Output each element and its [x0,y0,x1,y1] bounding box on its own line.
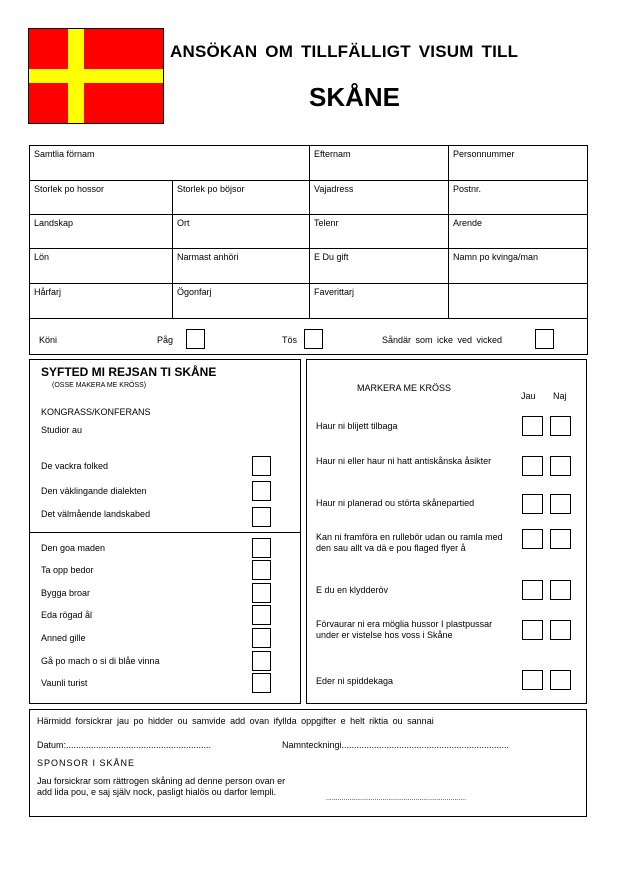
question-text: Eder ni spiddekaga [316,676,394,686]
purpose-option-checkbox[interactable] [252,628,271,648]
question-yes-checkbox[interactable] [522,670,543,690]
purpose-note: (OSSE MAKERA ME KRÖSS) [52,382,147,389]
purpose-option-label: Bygga broar [41,588,91,598]
sponsor-heading: SPONSOR I SKÅNE [37,758,136,768]
field-label: Telenr [314,218,339,228]
question-text: E du en klydderöv [316,585,389,595]
field-shoe-size[interactable] [30,181,173,215]
purpose-option-checkbox[interactable] [252,507,271,527]
declaration-panel [29,709,587,817]
field-town[interactable] [173,215,310,249]
field-spouse-name[interactable] [449,249,587,284]
purpose-option-checkbox[interactable] [252,673,271,693]
field-first-names[interactable] [30,146,310,181]
purpose-option-checkbox[interactable] [252,481,271,501]
purpose-option-checkbox[interactable] [252,456,271,476]
field-label: Arende [453,218,483,228]
question-yes-checkbox[interactable] [522,416,543,436]
question-yes-checkbox[interactable] [522,620,543,640]
field-empty[interactable] [449,284,587,319]
purpose-option-label: Den goa maden [41,543,106,553]
skane-flag [28,28,164,124]
question-text: Kan ni framföra en rullebör udan ou ramla med den sau allt va dä e pou flaged flyer å [316,532,503,553]
field-label: Faverittarj [314,287,355,297]
field-label: Storlek po böjsor [177,184,245,194]
question-text: Haur ni blijett tilbaga [316,421,398,431]
field-province[interactable] [30,215,173,249]
question-yes-checkbox[interactable] [522,580,543,600]
purpose-option-label: Gå po mach o si di blåe vinna [41,656,160,666]
sponsor-text: Jau forsickrar som rättrogen skåning ad denne person ovan er add lida pou, e saj själv nock, pasligt hialös ou darfor lempli. [37,776,286,797]
purpose-option-label: Eda rögad ål [41,610,93,620]
questions-heading: MARKERA ME KRÖSS [357,383,452,393]
question-no-checkbox[interactable] [550,416,571,436]
gender-option-boy-label: Påg [157,335,174,345]
questions-panel [306,359,587,704]
purpose-option-label: Vaunli turist [41,678,88,688]
date-field[interactable]: Datum:.......................................................... [37,740,212,750]
field-favourite-color[interactable] [310,284,449,319]
form-subtitle: SKÅNE [309,82,401,112]
gender-label: Köni [39,335,58,345]
question-yes-checkbox[interactable] [522,456,543,476]
field-last-name[interactable] [310,146,449,181]
purpose-category: KONGRASS/KONFERANS [41,407,151,417]
question-no-checkbox[interactable] [550,529,571,549]
purpose-option-label: De vackra folked [41,461,109,471]
field-trouser-size[interactable] [173,181,310,215]
field-label: Ögonfarj [177,287,212,297]
purpose-option-checkbox[interactable] [252,651,271,671]
field-label: Namn po kvinga/man [453,252,539,262]
field-label: Lön [34,252,50,262]
field-label: Landskap [34,218,74,228]
gender-boy-checkbox[interactable] [186,329,205,349]
purpose-option-label: Ta opp bedor [41,565,94,575]
question-no-checkbox[interactable] [550,580,571,600]
field-label: Vajadress [314,184,354,194]
field-eye-color[interactable] [173,284,310,319]
purpose-panel [29,359,301,704]
gender-option-other-label: Såndär som icke ved vicked [382,335,503,345]
declaration-statement: Härmidd forsickrar jau po hidder ou samvide add ovan ifyllda oppgifter e helt riktia ou sannai [37,716,434,726]
question-no-checkbox[interactable] [550,494,571,514]
signature-field[interactable]: Namnteckningi................................................................... [282,740,510,750]
purpose-studies: Studior au [41,425,83,435]
purpose-divider [30,532,300,533]
question-yes-checkbox[interactable] [522,529,543,549]
field-label: Narmast anhöri [177,252,239,262]
question-no-checkbox[interactable] [550,620,571,640]
purpose-option-label: Det välmående landskabed [41,509,151,519]
purpose-option-checkbox[interactable] [252,583,271,603]
field-label: Hårfarj [34,287,62,297]
field-salary[interactable] [30,249,173,284]
field-label: E Du gift [314,252,349,262]
personal-info-grid [29,145,588,355]
question-text: Haur ni planerad ou störta skånepartied [316,498,475,508]
yes-column-header: Jau [521,391,536,401]
field-road-address[interactable] [310,181,449,215]
gender-option-girl-label: Tös [282,335,298,345]
no-column-header: Naj [553,391,567,401]
purpose-option-checkbox[interactable] [252,605,271,625]
form-title: ANSÖKAN OM TILLFÄLLIGT VISUM TILL [170,42,519,61]
field-phone[interactable] [310,215,449,249]
flag-cross-horizontal [29,69,163,83]
field-label: Samtlia förnam [34,149,95,159]
field-label: Ort [177,218,190,228]
gender-girl-checkbox[interactable] [304,329,323,349]
field-label: Efternam [314,149,351,159]
field-label: Personnummer [453,149,515,159]
question-no-checkbox[interactable] [550,456,571,476]
purpose-option-label: Den väklingande dialekten [41,486,147,496]
question-text: Förvaurar ni era möglia hussor I plastpussar under er vistelse hos voss i Skåne [316,619,493,640]
field-personal-number[interactable] [449,146,587,181]
field-errand[interactable] [449,215,587,249]
field-label: Storlek po hossor [34,184,105,194]
gender-other-checkbox[interactable] [535,329,554,349]
question-no-checkbox[interactable] [550,670,571,690]
field-hair-color[interactable] [30,284,173,319]
purpose-option-checkbox[interactable] [252,538,271,558]
sponsor-signature-field[interactable]: ........................................................................ [326,795,467,802]
field-label: Postnr. [453,184,482,194]
purpose-option-label: Anned gille [41,633,86,643]
field-postal-code[interactable] [449,181,587,215]
purpose-heading: SYFTED MI REJSAN TI SKÅNE [41,365,217,379]
question-yes-checkbox[interactable] [522,494,543,514]
field-married[interactable] [310,249,449,284]
purpose-option-checkbox[interactable] [252,560,271,580]
question-text: Haur ni eller haur ni hatt antiskånska åsikter [316,456,492,466]
field-next-of-kin[interactable] [173,249,310,284]
